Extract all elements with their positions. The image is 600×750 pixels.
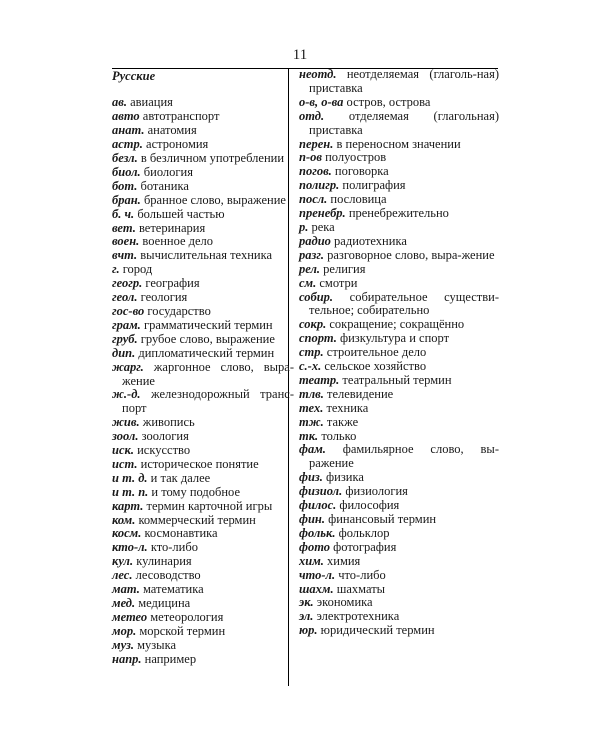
abbreviation-term: мед. (112, 596, 136, 611)
abbreviation-expansion: телевидение (326, 386, 394, 401)
abbreviation-entry (299, 374, 499, 388)
abbreviation-term: мор. (112, 623, 137, 638)
abbreviation-expansion: радиотехника (334, 233, 407, 248)
abbreviation-term: пренебр. (299, 206, 346, 221)
abbreviation-term: собир. (299, 289, 334, 304)
abbreviation-entry (112, 527, 294, 541)
abbreviation-term: вет. (112, 220, 136, 235)
abbreviation-expansion: фамильярное слово, вы-ражение (309, 442, 499, 471)
abbreviation-term: физ. (299, 470, 323, 485)
abbreviation-expansion: финансовый термин (328, 512, 437, 526)
left-entries-list (112, 96, 294, 666)
abbreviation-expansion: искусство (137, 443, 191, 458)
abbreviation-entry (112, 472, 294, 486)
abbreviation-entry (112, 653, 294, 667)
abbreviation-term: геол. (112, 290, 138, 305)
abbreviation-term: кул. (112, 554, 134, 569)
right-column (299, 68, 499, 638)
abbreviation-term: ав. (112, 95, 127, 110)
abbreviation-term: зоол. (112, 429, 139, 444)
abbreviation-entry (299, 110, 499, 138)
abbreviation-expansion: большей частью (137, 206, 225, 221)
abbreviation-term: иск. (112, 443, 134, 458)
abbreviation-term: ист. (112, 456, 138, 471)
abbreviation-entry (299, 443, 499, 471)
abbreviation-term: сокр. (299, 317, 327, 332)
abbreviation-entry (299, 569, 499, 583)
abbreviation-expansion: историческое понятие (140, 456, 259, 471)
page-number: 11 (292, 47, 308, 63)
abbreviation-term: геогр. (112, 276, 143, 291)
abbreviation-expansion: геология (140, 290, 188, 305)
abbreviation-term: астр. (112, 137, 143, 152)
abbreviation-expansion: в безличном употреблении (140, 151, 285, 166)
abbreviation-entry (299, 221, 499, 235)
abbreviation-expansion: неотделяемая (глаголь-ная) приставка (309, 67, 499, 95)
abbreviation-term: ж.-д. (112, 387, 141, 402)
abbreviation-expansion: и тому подобное (151, 484, 241, 499)
abbreviation-expansion: живопись (142, 415, 195, 430)
abbreviation-entry (112, 291, 294, 305)
abbreviation-term: фото (299, 539, 331, 554)
abbreviation-entry (299, 360, 499, 374)
abbreviation-expansion: астрономия (146, 137, 209, 152)
abbreviation-entry (112, 416, 294, 430)
abbreviation-term: см. (299, 275, 317, 290)
abbreviation-entry (299, 513, 499, 527)
abbreviation-term: что-л. (299, 567, 336, 582)
abbreviation-term: отд. (299, 108, 325, 123)
abbreviation-expansion: жаргонное слово, выра-жение (122, 359, 294, 388)
abbreviation-entry (299, 96, 499, 110)
abbreviation-term: карт. (112, 498, 144, 513)
abbreviation-term: анат. (112, 123, 145, 138)
abbreviation-entry (112, 388, 294, 416)
abbreviation-entry (299, 138, 499, 152)
abbreviation-entry (299, 583, 499, 597)
abbreviation-expansion: что-либо (338, 567, 386, 582)
abbreviation-entry (299, 346, 499, 360)
abbreviation-entry (112, 138, 294, 152)
abbreviation-term: фольк. (299, 525, 336, 540)
abbreviation-term: косм. (112, 526, 142, 541)
abbreviation-entry (299, 193, 499, 207)
abbreviation-expansion: ботаника (140, 178, 189, 193)
abbreviation-entry (299, 416, 499, 430)
abbreviation-term: погов. (299, 164, 332, 179)
abbreviation-entry (112, 319, 294, 333)
abbreviation-expansion: зоология (141, 429, 189, 444)
abbreviation-expansion: и так далее (150, 470, 211, 485)
abbreviation-term: посл. (299, 192, 328, 207)
abbreviation-term: грам. (112, 317, 141, 332)
abbreviation-entry (112, 263, 294, 277)
abbreviation-expansion: строительное дело (326, 345, 427, 360)
abbreviation-entry (299, 499, 499, 513)
abbreviation-entry (112, 625, 294, 639)
abbreviation-term: лес. (112, 568, 133, 583)
abbreviation-entry (112, 611, 294, 625)
abbreviation-term: авто (112, 109, 140, 124)
abbreviation-expansion: фотография (333, 539, 397, 554)
abbreviation-term: дип. (112, 345, 136, 360)
abbreviation-entry (112, 514, 294, 528)
abbreviation-term: мат. (112, 582, 140, 597)
abbreviation-entry (112, 500, 294, 514)
abbreviation-expansion: сельское хозяйство (324, 359, 427, 374)
abbreviation-expansion: сокращение; сокращённо (329, 317, 465, 332)
abbreviation-entry (299, 291, 499, 319)
abbreviation-term: эл. (299, 609, 314, 624)
abbreviation-expansion: бранное слово, выражение (143, 192, 286, 207)
abbreviation-entry (112, 96, 294, 110)
abbreviation-term: бот. (112, 178, 138, 193)
abbreviation-term: тж. (299, 414, 324, 429)
abbreviation-term: тк. (299, 428, 319, 443)
abbreviation-expansion: остров, острова (346, 94, 431, 109)
abbreviation-entry (299, 610, 499, 624)
abbreviation-term: груб. (112, 331, 138, 346)
abbreviation-expansion: полуостров (325, 150, 387, 165)
abbreviation-term: тлв. (299, 386, 324, 401)
abbreviation-term: безл. (112, 151, 138, 166)
abbreviation-expansion: разговорное слово, выра-жение (327, 247, 495, 262)
abbreviation-expansion: отделяемая (глагольная) приставка (309, 108, 499, 137)
abbreviation-expansion: вычислительная техника (140, 248, 273, 263)
abbreviation-term: полигр. (299, 178, 340, 193)
abbreviation-entry (112, 180, 294, 194)
abbreviation-entry (299, 388, 499, 402)
abbreviation-term: филос. (299, 498, 337, 513)
abbreviation-term: г. (112, 262, 120, 277)
abbreviation-expansion: поговорка (334, 164, 389, 179)
abbreviation-entry (299, 277, 499, 291)
abbreviation-entry (112, 222, 294, 236)
abbreviation-entry (112, 277, 294, 291)
abbreviation-expansion: в переносном значении (336, 136, 461, 151)
abbreviation-expansion: смотри (319, 275, 358, 290)
abbreviation-entry (112, 597, 294, 611)
abbreviation-entry (299, 555, 499, 569)
abbreviation-expansion: философия (339, 498, 400, 513)
abbreviation-entry (299, 249, 499, 263)
abbreviation-expansion: лесоводство (135, 568, 201, 583)
abbreviation-term: метео (112, 609, 148, 624)
abbreviation-expansion: авиация (130, 95, 173, 110)
abbreviation-term: муз. (112, 637, 134, 652)
abbreviation-entry (299, 402, 499, 416)
abbreviation-term: вчт. (112, 248, 138, 263)
abbreviation-term: фам. (299, 442, 326, 457)
abbreviation-term: и т. д. (112, 470, 148, 485)
abbreviation-entry (112, 333, 294, 347)
right-entries-list (299, 68, 499, 638)
abbreviation-expansion: река (311, 219, 335, 234)
abbreviation-term: шахм. (299, 581, 334, 596)
abbreviation-entry (112, 444, 294, 458)
abbreviation-expansion: полиграфия (342, 178, 406, 193)
abbreviation-expansion: религия (323, 261, 366, 276)
abbreviation-expansion: медицина (138, 596, 191, 611)
abbreviation-entry (112, 569, 294, 583)
abbreviation-expansion: военное дело (142, 234, 214, 249)
abbreviation-term: эк. (299, 595, 314, 610)
abbreviation-term: юр. (299, 623, 318, 638)
abbreviation-expansion: электротехника (316, 609, 400, 624)
abbreviation-expansion: география (145, 276, 200, 291)
abbreviation-expansion: математика (142, 582, 204, 597)
abbreviation-term: кто-л. (112, 540, 148, 555)
abbreviation-expansion: только (321, 428, 357, 443)
abbreviation-term: воен. (112, 234, 140, 249)
abbreviation-entry (299, 179, 499, 193)
abbreviation-entry (299, 624, 499, 638)
abbreviation-expansion: шахматы (336, 581, 386, 596)
abbreviation-entry (299, 318, 499, 332)
abbreviation-entry (112, 305, 294, 319)
abbreviation-term: фин. (299, 512, 325, 526)
abbreviation-term: рел. (299, 261, 321, 276)
abbreviation-term: тех. (299, 400, 324, 415)
abbreviation-expansion: фольклор (338, 525, 390, 540)
abbreviation-term: о-в, о-ва (299, 94, 344, 109)
abbreviation-term: театр. (299, 372, 340, 387)
abbreviation-expansion: грубое слово, выражение (140, 331, 275, 346)
abbreviation-entry (112, 361, 294, 389)
abbreviation-term: хим. (299, 553, 324, 568)
abbreviation-expansion: кулинария (136, 554, 192, 569)
abbreviation-term: р. (299, 219, 309, 234)
abbreviation-expansion: морской термин (139, 623, 226, 638)
abbreviation-entry (112, 110, 294, 124)
abbreviation-expansion: пословица (330, 192, 387, 207)
abbreviation-term: б. ч. (112, 206, 135, 221)
abbreviation-expansion: экономика (316, 595, 373, 610)
abbreviation-term: биол. (112, 164, 141, 179)
abbreviation-term: и т. п. (112, 484, 149, 499)
abbreviation-term: с.-х. (299, 359, 322, 374)
abbreviation-expansion: химия (327, 553, 361, 568)
abbreviation-entry (299, 596, 499, 610)
abbreviation-term: ком. (112, 512, 136, 527)
abbreviation-entry (299, 332, 499, 346)
abbreviation-expansion: город (122, 262, 153, 277)
abbreviation-entry (299, 68, 499, 96)
abbreviation-entry (299, 207, 499, 221)
abbreviation-entry (299, 471, 499, 485)
abbreviation-expansion: ветеринария (138, 220, 206, 235)
abbreviation-entry (112, 486, 294, 500)
abbreviation-entry (112, 583, 294, 597)
abbreviation-expansion: термин карточной игры (146, 498, 273, 513)
abbreviation-entry (299, 541, 499, 555)
abbreviation-entry (112, 249, 294, 263)
abbreviation-entry (299, 165, 499, 179)
abbreviation-term: жарг. (112, 359, 144, 374)
abbreviation-expansion: грамматический термин (143, 317, 273, 332)
abbreviation-term: перен. (299, 136, 334, 151)
abbreviation-entry (299, 527, 499, 541)
abbreviation-entry (112, 555, 294, 569)
section-heading: Русские (112, 69, 156, 83)
abbreviation-term: радио (299, 233, 331, 248)
abbreviation-term: напр. (112, 651, 142, 666)
abbreviation-expansion: дипломатический термин (138, 345, 275, 360)
abbreviation-expansion: физкультура и спорт (339, 331, 450, 346)
abbreviation-entry (299, 485, 499, 499)
abbreviation-expansion: космонавтика (144, 526, 218, 541)
abbreviation-expansion: государство (147, 303, 211, 318)
abbreviation-expansion: театральный термин (342, 372, 452, 387)
abbreviation-entry (112, 194, 294, 208)
abbreviation-term: п-ов (299, 150, 322, 165)
abbreviation-term: неотд. (299, 67, 337, 81)
abbreviation-expansion: анатомия (147, 123, 197, 138)
abbreviation-expansion: пренебрежительно (348, 206, 449, 221)
abbreviation-expansion: физиология (345, 484, 408, 499)
abbreviation-term: жив. (112, 415, 140, 430)
abbreviation-entry (112, 166, 294, 180)
abbreviation-entry (112, 639, 294, 653)
abbreviation-entry (299, 263, 499, 277)
abbreviation-entry (299, 430, 499, 444)
abbreviation-entry (112, 152, 294, 166)
abbreviation-term: стр. (299, 345, 324, 360)
abbreviation-expansion: железнодорожный транс-порт (122, 387, 294, 416)
abbreviation-expansion: например (144, 651, 197, 666)
abbreviation-expansion: физика (326, 470, 364, 485)
abbreviation-expansion: собирательное существи-тельное; собирательно (309, 289, 500, 318)
abbreviation-term: физиол. (299, 484, 343, 499)
abbreviation-term: бран. (112, 192, 141, 207)
abbreviation-entry (112, 430, 294, 444)
abbreviation-term: спорт. (299, 331, 337, 346)
abbreviation-term: разг. (299, 247, 324, 262)
abbreviation-expansion: техника (326, 400, 369, 415)
abbreviation-entry (112, 541, 294, 555)
abbreviation-expansion: коммерческий термин (138, 512, 256, 527)
abbreviation-expansion: метеорология (150, 609, 224, 624)
abbreviation-entry (299, 235, 499, 249)
abbreviation-term: гос-во (112, 303, 145, 318)
abbreviation-expansion: юридический термин (320, 623, 435, 638)
abbreviation-expansion: также (326, 414, 359, 429)
abbreviation-entry (112, 347, 294, 361)
abbreviation-entry (112, 458, 294, 472)
abbreviation-entry (112, 208, 294, 222)
abbreviation-expansion: кто-либо (150, 540, 198, 555)
abbreviation-expansion: биология (143, 164, 193, 179)
abbreviation-entry (112, 235, 294, 249)
abbreviation-expansion: автотранспорт (142, 109, 220, 124)
left-column (112, 68, 294, 667)
abbreviation-entry (112, 124, 294, 138)
abbreviation-entry (299, 151, 499, 165)
abbreviation-expansion: музыка (137, 637, 177, 652)
